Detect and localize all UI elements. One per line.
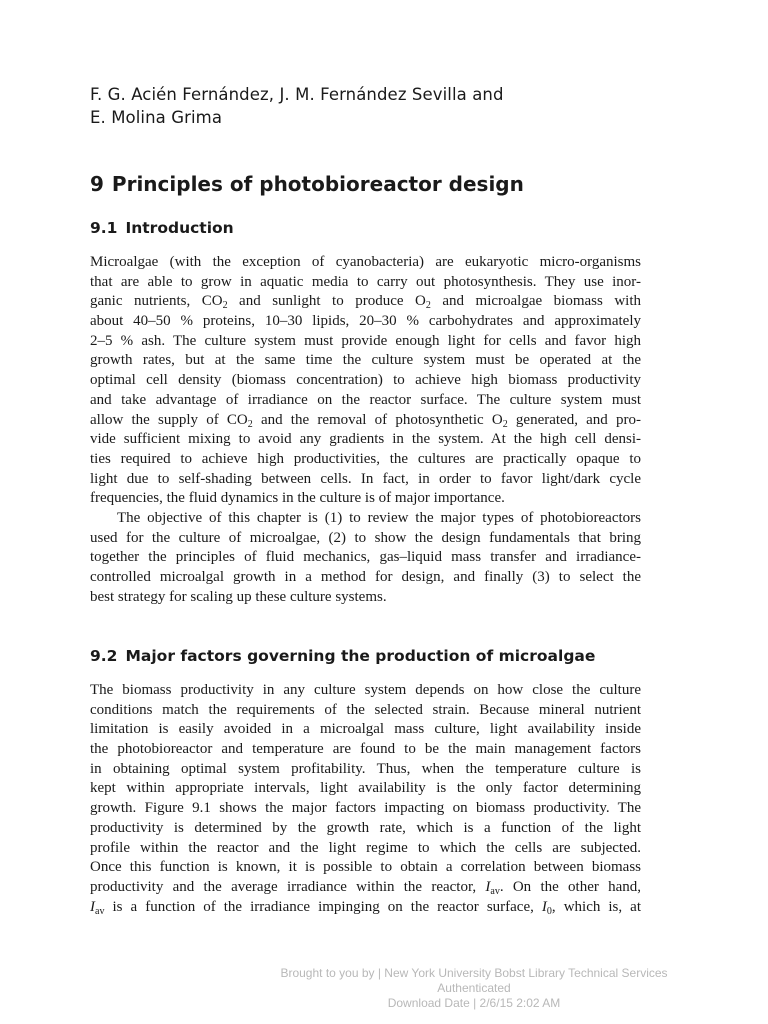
text-line: 2–5 % ash. The culture system must provide enough light for cells and favor high	[90, 332, 641, 349]
text-line: limitation is easily avoided in a microalgal mass culture, light availability inside	[90, 721, 641, 738]
text-line: ganic nutrients, $CO_2$ and sunlight to produce $O_2$ and microalgae biomass with	[90, 293, 641, 312]
section-title: Major factors governing the production of microalgae	[125, 647, 596, 665]
text-line: and take advantage of irradiance on the reactor surface. The culture system must	[90, 391, 641, 408]
authors-line-2: E. Molina Grima	[90, 107, 223, 127]
text-line: $I_{av}$ is a function of the irradiance impinging on the reactor surface, $I_0$, which is, at	[90, 898, 641, 917]
text-line: about 40–50 % proteins, 10–30 lipids, 20–30 % carbohydrates and approximately	[90, 313, 641, 330]
text-line: used for the culture of microalgae, (2) to show the design fundamentals that bring	[90, 529, 641, 546]
text-line: growth. Figure 9.1 shows the major factors impacting on biomass productivity. The	[90, 800, 641, 817]
section-number: 9.2	[90, 647, 118, 665]
introduction-paragraph-1	[90, 253, 641, 509]
chapter-number: 9	[90, 172, 104, 196]
text-line: profile within the reactor and the light regime to which the cells are subjected.	[90, 839, 641, 856]
authors-line-1: F. G. Acién Fernández, J. M. Fernández Sevilla and	[90, 85, 504, 104]
text-line: kept within appropriate intervals, light availability is the only factor determining	[90, 780, 641, 797]
watermark-line-3: Download Date | 2/6/15 2:02 AM	[387, 996, 561, 1010]
text-line: frequencies, the fluid dynamics in the culture is of major importance.	[90, 490, 505, 507]
text-line: growth rates, but at the same time the culture system must be operated at the	[90, 352, 641, 369]
text-line: that are able to grow in aquatic media to carry out photosynthesis. They use inor-	[90, 273, 641, 290]
major-factors-paragraph-1	[90, 681, 641, 917]
text-line: vide sufficient mixing to avoid any gradients in the system. At the high cell densi-	[90, 431, 641, 448]
text-line: productivity is determined by the growth rate, which is a function of the light	[90, 819, 641, 836]
section-heading-major-factors	[90, 645, 595, 667]
text-line: conditions match the requirements of the selected strain. Because mineral nutrient	[90, 701, 641, 718]
text-line: optimal cell density (biomass concentration) to achieve high biomass productivity	[90, 372, 641, 389]
section-heading-introduction	[90, 217, 234, 239]
section-number: 9.1	[90, 219, 118, 237]
text-line: Microalgae (with the exception of cyanobacteria) are eukaryotic micro-organisms	[90, 254, 641, 270]
text-line: The objective of this chapter is (1) to review the major types of photobioreactors	[117, 510, 641, 526]
text-line: Once this function is known, it is possible to obtain a correlation between biomass	[90, 859, 641, 876]
chapter-title-text: Principles of photobioreactor design	[111, 172, 524, 196]
section-title: Introduction	[125, 219, 234, 237]
text-line: light due to self-shading between cells. In fact, in order to favor light/dark cycle	[90, 470, 641, 487]
watermark-line-1: Brought to you by | New York University Bobst Library Technical Services	[280, 966, 668, 980]
text-line: The biomass productivity in any culture system depends on how close the culture	[90, 682, 641, 698]
introduction-paragraph-2	[90, 509, 641, 607]
text-line: controlled microalgal growth in a method for design, and finally (3) to select the	[90, 569, 641, 586]
text-line: allow the supply of $CO_2$ and the removal of photosynthetic $O_2$ generated, and pro-	[90, 411, 641, 430]
watermark-line-2: Authenticated	[437, 981, 511, 995]
text-line: ties required to achieve high productivities, the cultures are practically opaque to	[90, 450, 641, 467]
download-watermark	[0, 966, 768, 1011]
chapter-title	[90, 170, 524, 198]
authors	[90, 84, 650, 129]
text-line: best strategy for scaling up these culture systems.	[90, 588, 387, 605]
text-line: productivity and the average irradiance within the reactor, $I_{av}$. On the other hand,	[90, 878, 642, 897]
text-line: the photobioreactor and temperature are found to be the main management factors	[90, 741, 641, 758]
text-line: in obtaining optimal system profitability. Thus, when the temperature culture is	[90, 760, 641, 777]
text-line: together the principles of fluid mechanics, gas–liquid mass transfer and irradiance-	[90, 549, 641, 566]
